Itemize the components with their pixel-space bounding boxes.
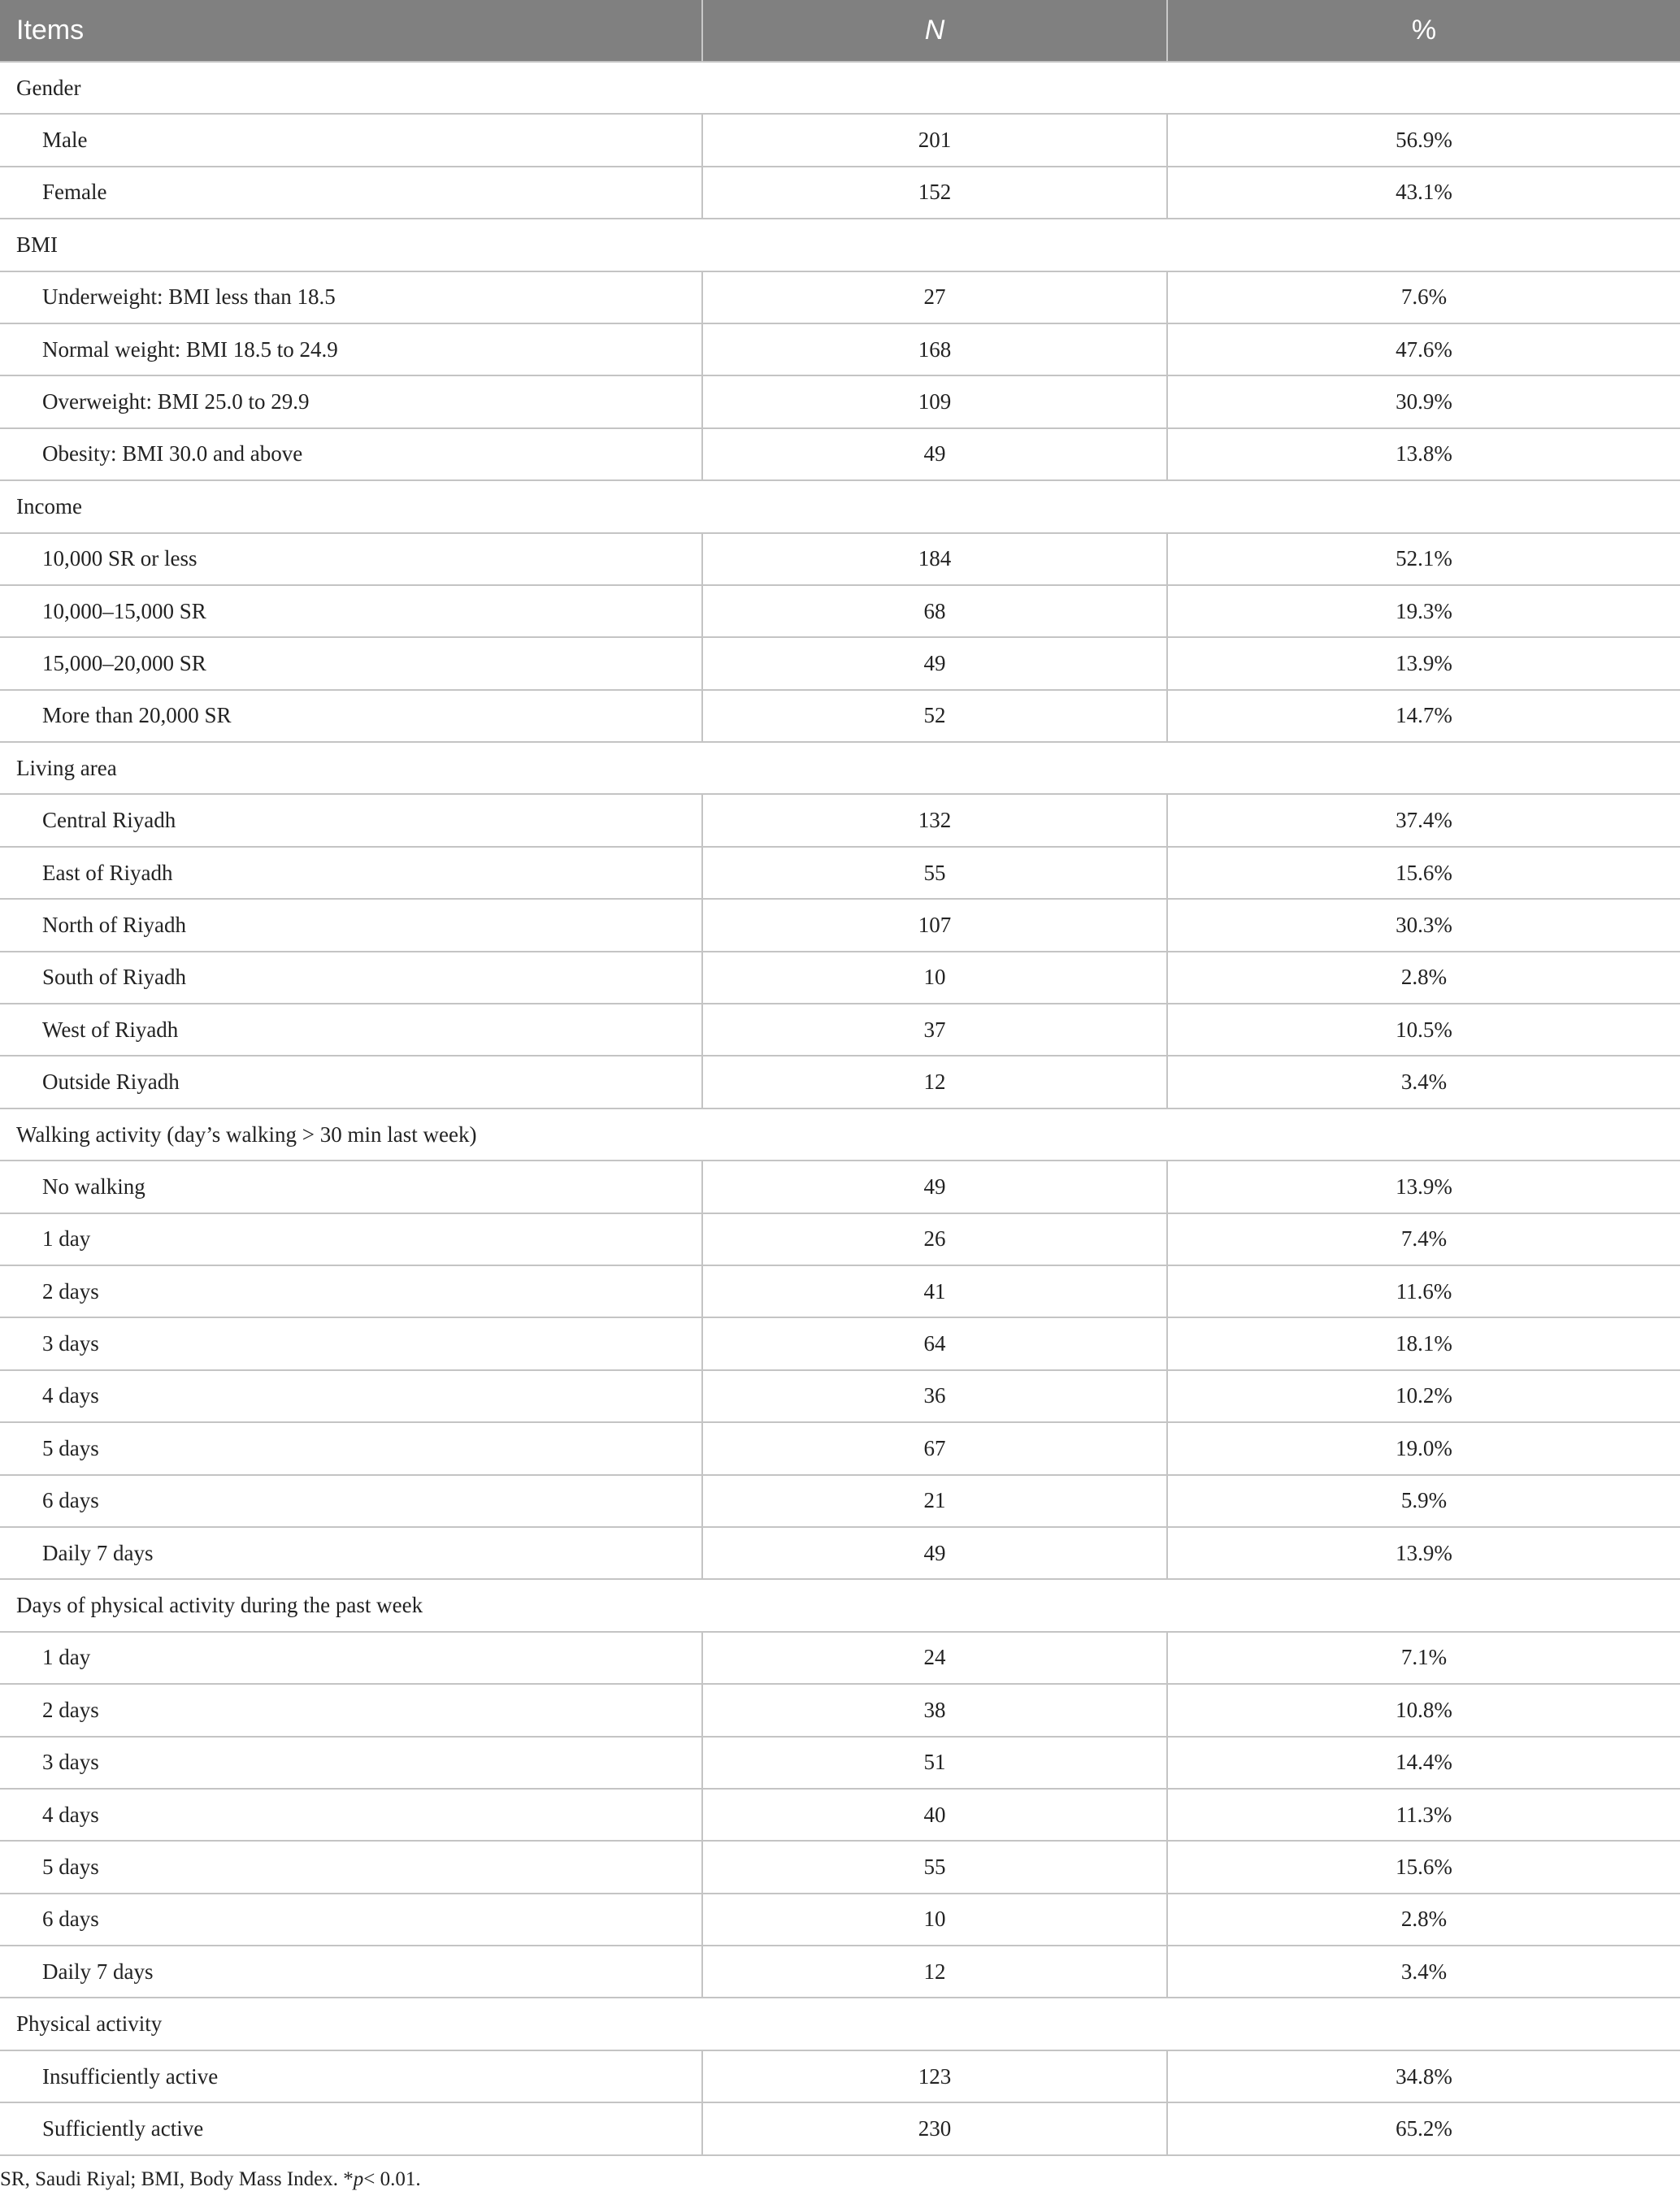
row-label: 4 days: [0, 1789, 702, 1841]
row-count: 230: [702, 2102, 1167, 2154]
row-label: South of Riyadh: [0, 952, 702, 1004]
row-label: Central Riyadh: [0, 794, 702, 846]
group-title: Walking activity (day’s walking > 30 min last week): [0, 1109, 1680, 1161]
row-label: Sufficiently active: [0, 2102, 702, 2154]
row-label: East of Riyadh: [0, 847, 702, 899]
group-row: [0, 742, 1680, 794]
row-count: 132: [702, 794, 1167, 846]
row-count: 21: [702, 1475, 1167, 1527]
table-row: [0, 1894, 1680, 1946]
table-row: [0, 1161, 1680, 1213]
row-percent: 7.1%: [1167, 1632, 1680, 1684]
row-label: 3 days: [0, 1737, 702, 1789]
row-label: North of Riyadh: [0, 899, 702, 951]
row-count: 36: [702, 1370, 1167, 1422]
column-header-items: Items: [0, 0, 702, 62]
row-percent: 10.5%: [1167, 1004, 1680, 1056]
table-footnote: [0, 2168, 421, 2191]
row-percent: 7.6%: [1167, 271, 1680, 323]
row-count: 12: [702, 1056, 1167, 1108]
group-row: [0, 1579, 1680, 1631]
row-percent: 52.1%: [1167, 533, 1680, 585]
row-label: Underweight: BMI less than 18.5: [0, 271, 702, 323]
row-percent: 13.8%: [1167, 428, 1680, 480]
row-count: 37: [702, 1004, 1167, 1056]
row-count: 49: [702, 1527, 1167, 1579]
table-row: [0, 2102, 1680, 2154]
row-percent: 13.9%: [1167, 637, 1680, 689]
row-count: 201: [702, 114, 1167, 166]
row-label: 5 days: [0, 1841, 702, 1893]
row-percent: 13.9%: [1167, 1161, 1680, 1213]
row-label: Male: [0, 114, 702, 166]
table-row: [0, 637, 1680, 689]
table-row: [0, 1004, 1680, 1056]
row-percent: 47.6%: [1167, 323, 1680, 375]
table-row: [0, 585, 1680, 637]
footnote-threshold: < 0.01.: [363, 2168, 421, 2190]
row-label: 15,000–20,000 SR: [0, 637, 702, 689]
row-percent: 7.4%: [1167, 1213, 1680, 1265]
row-percent: 15.6%: [1167, 847, 1680, 899]
table-row: [0, 114, 1680, 166]
row-percent: 65.2%: [1167, 2102, 1680, 2154]
row-count: 26: [702, 1213, 1167, 1265]
group-title: Days of physical activity during the past week: [0, 1579, 1680, 1631]
row-percent: 19.3%: [1167, 585, 1680, 637]
row-label: Normal weight: BMI 18.5 to 24.9: [0, 323, 702, 375]
table-row: [0, 1527, 1680, 1579]
group-title: Gender: [0, 62, 1680, 114]
row-count: 55: [702, 847, 1167, 899]
row-label: 2 days: [0, 1265, 702, 1317]
group-row: [0, 62, 1680, 114]
header-row: [0, 0, 1680, 62]
row-label: 1 day: [0, 1632, 702, 1684]
table-row: [0, 1632, 1680, 1684]
row-label: West of Riyadh: [0, 1004, 702, 1056]
table-row: [0, 167, 1680, 219]
table-row: [0, 690, 1680, 742]
table-row: [0, 1737, 1680, 1789]
group-row: [0, 480, 1680, 532]
row-count: 41: [702, 1265, 1167, 1317]
group-title: Physical activity: [0, 1998, 1680, 2050]
table-row: [0, 1946, 1680, 1998]
row-percent: 10.2%: [1167, 1370, 1680, 1422]
row-count: 152: [702, 167, 1167, 219]
group-title: BMI: [0, 219, 1680, 271]
row-percent: 11.3%: [1167, 1789, 1680, 1841]
row-percent: 13.9%: [1167, 1527, 1680, 1579]
table-row: [0, 1056, 1680, 1108]
table-row: [0, 1370, 1680, 1422]
row-percent: 34.8%: [1167, 2050, 1680, 2102]
row-count: 184: [702, 533, 1167, 585]
row-count: 64: [702, 1317, 1167, 1369]
row-count: 24: [702, 1632, 1167, 1684]
row-label: More than 20,000 SR: [0, 690, 702, 742]
row-count: 168: [702, 323, 1167, 375]
row-count: 52: [702, 690, 1167, 742]
row-count: 12: [702, 1946, 1167, 1998]
row-label: No walking: [0, 1161, 702, 1213]
row-percent: 5.9%: [1167, 1475, 1680, 1527]
footnote-text: SR, Saudi Riyal; BMI, Body Mass Index. *: [0, 2168, 354, 2190]
table-row: [0, 1789, 1680, 1841]
table-header: [0, 0, 1680, 62]
row-count: 10: [702, 1894, 1167, 1946]
row-label: 4 days: [0, 1370, 702, 1422]
row-count: 10: [702, 952, 1167, 1004]
row-count: 107: [702, 899, 1167, 951]
row-count: 68: [702, 585, 1167, 637]
row-label: 6 days: [0, 1475, 702, 1527]
row-percent: 3.4%: [1167, 1056, 1680, 1108]
table-row: [0, 1684, 1680, 1736]
row-percent: 14.4%: [1167, 1737, 1680, 1789]
row-label: Overweight: BMI 25.0 to 29.9: [0, 375, 702, 427]
row-label: 6 days: [0, 1894, 702, 1946]
table-row: [0, 794, 1680, 846]
row-count: 49: [702, 1161, 1167, 1213]
row-percent: 30.3%: [1167, 899, 1680, 951]
row-count: 38: [702, 1684, 1167, 1736]
row-percent: 19.0%: [1167, 1422, 1680, 1474]
row-count: 40: [702, 1789, 1167, 1841]
row-label: 3 days: [0, 1317, 702, 1369]
table-row: [0, 375, 1680, 427]
row-label: Obesity: BMI 30.0 and above: [0, 428, 702, 480]
table-row: [0, 899, 1680, 951]
row-percent: 30.9%: [1167, 375, 1680, 427]
row-label: Daily 7 days: [0, 1946, 702, 1998]
table-row: [0, 533, 1680, 585]
group-title: Living area: [0, 742, 1680, 794]
group-row: [0, 219, 1680, 271]
row-count: 51: [702, 1737, 1167, 1789]
row-label: 2 days: [0, 1684, 702, 1736]
column-header-percent: %: [1411, 15, 1437, 46]
footnote-p-symbol: p: [353, 2168, 364, 2190]
table-row: [0, 1841, 1680, 1893]
row-count: 67: [702, 1422, 1167, 1474]
group-title: Income: [0, 480, 1680, 532]
row-label: 10,000–15,000 SR: [0, 585, 702, 637]
table-row: [0, 1317, 1680, 1369]
table-row: [0, 428, 1680, 480]
row-label: Female: [0, 167, 702, 219]
row-percent: 10.8%: [1167, 1684, 1680, 1736]
row-percent: 3.4%: [1167, 1946, 1680, 1998]
row-percent: 2.8%: [1167, 1894, 1680, 1946]
column-header-n: N: [702, 0, 1167, 62]
row-label: 5 days: [0, 1422, 702, 1474]
row-percent: 2.8%: [1167, 952, 1680, 1004]
row-percent: 56.9%: [1167, 114, 1680, 166]
row-count: 123: [702, 2050, 1167, 2102]
row-label: 1 day: [0, 1213, 702, 1265]
row-percent: 15.6%: [1167, 1841, 1680, 1893]
row-percent: 18.1%: [1167, 1317, 1680, 1369]
table-row: [0, 1213, 1680, 1265]
row-label: Outside Riyadh: [0, 1056, 702, 1108]
row-label: 10,000 SR or less: [0, 533, 702, 585]
group-row: [0, 1998, 1680, 2050]
table-row: [0, 271, 1680, 323]
row-count: 49: [702, 637, 1167, 689]
row-percent: 37.4%: [1167, 794, 1680, 846]
table-row: [0, 847, 1680, 899]
row-percent: 43.1%: [1167, 167, 1680, 219]
row-percent: 11.6%: [1167, 1265, 1680, 1317]
row-count: 27: [702, 271, 1167, 323]
row-count: 49: [702, 428, 1167, 480]
table-row: [0, 2050, 1680, 2102]
table-row: [0, 1475, 1680, 1527]
group-row: [0, 1109, 1680, 1161]
row-count: 109: [702, 375, 1167, 427]
row-label: Daily 7 days: [0, 1527, 702, 1579]
table-row: [0, 1422, 1680, 1474]
table-row: [0, 952, 1680, 1004]
table-row: [0, 1265, 1680, 1317]
row-count: 55: [702, 1841, 1167, 1893]
table-body: [0, 62, 1680, 2155]
row-label: Insufficiently active: [0, 2050, 702, 2102]
table-row: [0, 323, 1680, 375]
row-percent: 14.7%: [1167, 690, 1680, 742]
